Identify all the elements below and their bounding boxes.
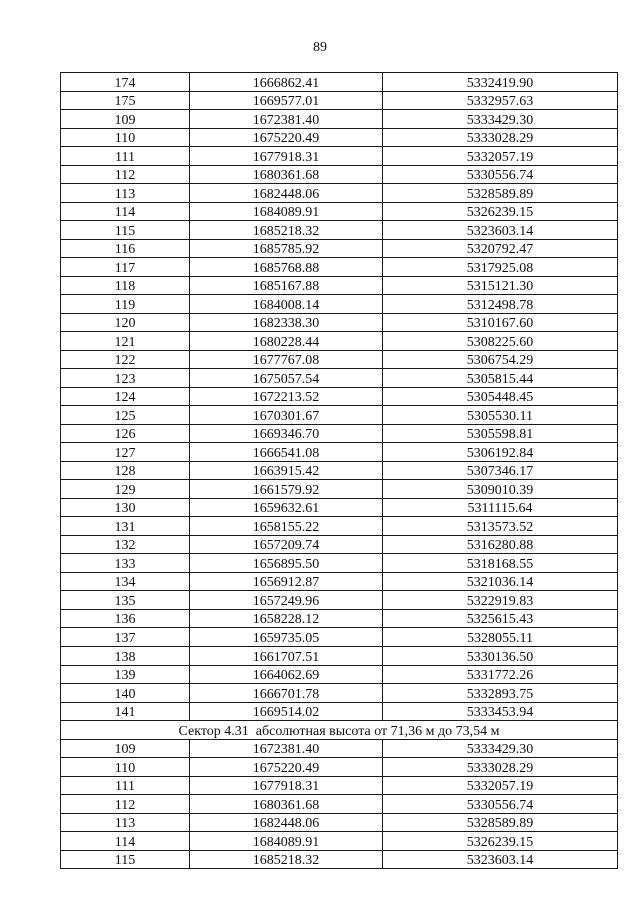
table-row	[61, 369, 618, 388]
x-coordinate-cell: 1672381.40	[190, 739, 383, 758]
point-number-cell: 132	[61, 535, 190, 554]
y-coordinate-cell: 5315121.30	[383, 276, 618, 295]
y-coordinate-cell: 5321036.14	[383, 572, 618, 591]
y-coordinate-cell: 5333028.29	[383, 758, 618, 777]
table-row	[61, 517, 618, 536]
x-coordinate-cell: 1685785.92	[190, 239, 383, 258]
table-row	[61, 646, 618, 665]
point-number-cell: 118	[61, 276, 190, 295]
point-number-cell: 110	[61, 128, 190, 147]
table-row	[61, 110, 618, 129]
y-coordinate-cell: 5332893.75	[383, 684, 618, 703]
point-number-cell: 121	[61, 332, 190, 351]
table-row	[61, 795, 618, 814]
coordinates-table	[60, 72, 618, 869]
point-number-cell: 133	[61, 554, 190, 573]
table-row	[61, 184, 618, 203]
y-coordinate-cell: 5332057.19	[383, 147, 618, 166]
y-coordinate-cell: 5322919.83	[383, 591, 618, 610]
y-coordinate-cell: 5305530.11	[383, 406, 618, 425]
y-coordinate-cell: 5309010.39	[383, 480, 618, 499]
x-coordinate-cell: 1672213.52	[190, 387, 383, 406]
x-coordinate-cell: 1672381.40	[190, 110, 383, 129]
y-coordinate-cell: 5316280.88	[383, 535, 618, 554]
point-number-cell: 115	[61, 221, 190, 240]
y-coordinate-cell: 5326239.15	[383, 202, 618, 221]
sector-heading-row	[61, 721, 618, 740]
point-number-cell: 130	[61, 498, 190, 517]
table-row	[61, 73, 618, 92]
x-coordinate-cell: 1666701.78	[190, 684, 383, 703]
y-coordinate-cell: 5325615.43	[383, 609, 618, 628]
x-coordinate-cell: 1656895.50	[190, 554, 383, 573]
x-coordinate-cell: 1657249.96	[190, 591, 383, 610]
point-number-cell: 134	[61, 572, 190, 591]
point-number-cell: 109	[61, 739, 190, 758]
table-row	[61, 850, 618, 869]
table-row	[61, 443, 618, 462]
table-row	[61, 221, 618, 240]
x-coordinate-cell: 1677918.31	[190, 776, 383, 795]
point-number-cell: 126	[61, 424, 190, 443]
x-coordinate-cell: 1684089.91	[190, 202, 383, 221]
y-coordinate-cell: 5320792.47	[383, 239, 618, 258]
y-coordinate-cell: 5318168.55	[383, 554, 618, 573]
point-number-cell: 116	[61, 239, 190, 258]
point-number-cell: 119	[61, 295, 190, 314]
table-row	[61, 165, 618, 184]
table-row	[61, 239, 618, 258]
table-row	[61, 832, 618, 851]
point-number-cell: 127	[61, 443, 190, 462]
point-number-cell: 113	[61, 813, 190, 832]
y-coordinate-cell: 5332419.90	[383, 73, 618, 92]
table-row	[61, 813, 618, 832]
y-coordinate-cell: 5333453.94	[383, 702, 618, 721]
x-coordinate-cell: 1658228.12	[190, 609, 383, 628]
y-coordinate-cell: 5317925.08	[383, 258, 618, 277]
point-number-cell: 109	[61, 110, 190, 129]
x-coordinate-cell: 1675057.54	[190, 369, 383, 388]
x-coordinate-cell: 1670301.67	[190, 406, 383, 425]
table-row	[61, 480, 618, 499]
table-row	[61, 684, 618, 703]
x-coordinate-cell: 1685167.88	[190, 276, 383, 295]
x-coordinate-cell: 1685768.88	[190, 258, 383, 277]
y-coordinate-cell: 5330136.50	[383, 646, 618, 665]
x-coordinate-cell: 1677918.31	[190, 147, 383, 166]
y-coordinate-cell: 5332957.63	[383, 91, 618, 110]
x-coordinate-cell: 1682448.06	[190, 813, 383, 832]
table-row	[61, 776, 618, 795]
point-number-cell: 128	[61, 461, 190, 480]
x-coordinate-cell: 1675220.49	[190, 758, 383, 777]
table-row	[61, 609, 618, 628]
y-coordinate-cell: 5328589.89	[383, 184, 618, 203]
page-number: 89	[313, 40, 327, 55]
point-number-cell: 140	[61, 684, 190, 703]
table-row	[61, 628, 618, 647]
y-coordinate-cell: 5328589.89	[383, 813, 618, 832]
sector-heading: Сектор 4.31 абсолютная высота от 71,36 м до 73,54 м	[61, 721, 618, 740]
x-coordinate-cell: 1680361.68	[190, 795, 383, 814]
y-coordinate-cell: 5308225.60	[383, 332, 618, 351]
point-number-cell: 112	[61, 795, 190, 814]
x-coordinate-cell: 1684008.14	[190, 295, 383, 314]
x-coordinate-cell: 1675220.49	[190, 128, 383, 147]
y-coordinate-cell: 5333429.30	[383, 739, 618, 758]
x-coordinate-cell: 1659735.05	[190, 628, 383, 647]
y-coordinate-cell: 5330556.74	[383, 165, 618, 184]
table-row	[61, 554, 618, 573]
table-row	[61, 572, 618, 591]
point-number-cell: 114	[61, 202, 190, 221]
point-number-cell: 111	[61, 147, 190, 166]
point-number-cell: 129	[61, 480, 190, 499]
x-coordinate-cell: 1666862.41	[190, 73, 383, 92]
table-row	[61, 665, 618, 684]
y-coordinate-cell: 5311115.64	[383, 498, 618, 517]
point-number-cell: 174	[61, 73, 190, 92]
table-row	[61, 350, 618, 369]
x-coordinate-cell: 1666541.08	[190, 443, 383, 462]
x-coordinate-cell: 1669514.02	[190, 702, 383, 721]
y-coordinate-cell: 5328055.11	[383, 628, 618, 647]
y-coordinate-cell: 5332057.19	[383, 776, 618, 795]
point-number-cell: 110	[61, 758, 190, 777]
y-coordinate-cell: 5310167.60	[383, 313, 618, 332]
y-coordinate-cell: 5307346.17	[383, 461, 618, 480]
y-coordinate-cell: 5323603.14	[383, 850, 618, 869]
point-number-cell: 136	[61, 609, 190, 628]
point-number-cell: 112	[61, 165, 190, 184]
table-row	[61, 461, 618, 480]
point-number-cell: 113	[61, 184, 190, 203]
point-number-cell: 131	[61, 517, 190, 536]
x-coordinate-cell: 1663915.42	[190, 461, 383, 480]
x-coordinate-cell: 1682338.30	[190, 313, 383, 332]
y-coordinate-cell: 5305448.45	[383, 387, 618, 406]
x-coordinate-cell: 1685218.32	[190, 221, 383, 240]
y-coordinate-cell: 5331772.26	[383, 665, 618, 684]
point-number-cell: 125	[61, 406, 190, 425]
x-coordinate-cell: 1680361.68	[190, 165, 383, 184]
point-number-cell: 124	[61, 387, 190, 406]
point-number-cell: 141	[61, 702, 190, 721]
point-number-cell: 175	[61, 91, 190, 110]
y-coordinate-cell: 5312498.78	[383, 295, 618, 314]
x-coordinate-cell: 1669577.01	[190, 91, 383, 110]
table-row	[61, 276, 618, 295]
table-row	[61, 128, 618, 147]
point-number-cell: 117	[61, 258, 190, 277]
table-row	[61, 91, 618, 110]
table-row	[61, 758, 618, 777]
table-row	[61, 295, 618, 314]
y-coordinate-cell: 5313573.52	[383, 517, 618, 536]
table-row	[61, 591, 618, 610]
y-coordinate-cell: 5305598.81	[383, 424, 618, 443]
y-coordinate-cell: 5330556.74	[383, 795, 618, 814]
point-number-cell: 123	[61, 369, 190, 388]
y-coordinate-cell: 5306754.29	[383, 350, 618, 369]
x-coordinate-cell: 1658155.22	[190, 517, 383, 536]
x-coordinate-cell: 1659632.61	[190, 498, 383, 517]
x-coordinate-cell: 1677767.08	[190, 350, 383, 369]
table-row	[61, 739, 618, 758]
table-row	[61, 406, 618, 425]
x-coordinate-cell: 1685218.32	[190, 850, 383, 869]
point-number-cell: 122	[61, 350, 190, 369]
table-row	[61, 387, 618, 406]
coordinates-table-body	[61, 73, 618, 869]
x-coordinate-cell: 1657209.74	[190, 535, 383, 554]
x-coordinate-cell: 1669346.70	[190, 424, 383, 443]
x-coordinate-cell: 1682448.06	[190, 184, 383, 203]
point-number-cell: 139	[61, 665, 190, 684]
table-row	[61, 202, 618, 221]
x-coordinate-cell: 1661579.92	[190, 480, 383, 499]
point-number-cell: 137	[61, 628, 190, 647]
point-number-cell: 115	[61, 850, 190, 869]
table-row	[61, 313, 618, 332]
point-number-cell: 120	[61, 313, 190, 332]
y-coordinate-cell: 5326239.15	[383, 832, 618, 851]
point-number-cell: 138	[61, 646, 190, 665]
point-number-cell: 111	[61, 776, 190, 795]
x-coordinate-cell: 1680228.44	[190, 332, 383, 351]
y-coordinate-cell: 5306192.84	[383, 443, 618, 462]
y-coordinate-cell: 5323603.14	[383, 221, 618, 240]
y-coordinate-cell: 5333028.29	[383, 128, 618, 147]
x-coordinate-cell: 1656912.87	[190, 572, 383, 591]
table-row	[61, 147, 618, 166]
point-number-cell: 114	[61, 832, 190, 851]
table-row	[61, 332, 618, 351]
table-row	[61, 535, 618, 554]
table-row	[61, 424, 618, 443]
table-row	[61, 702, 618, 721]
x-coordinate-cell: 1684089.91	[190, 832, 383, 851]
y-coordinate-cell: 5333429.30	[383, 110, 618, 129]
table-row	[61, 258, 618, 277]
x-coordinate-cell: 1664062.69	[190, 665, 383, 684]
point-number-cell: 135	[61, 591, 190, 610]
y-coordinate-cell: 5305815.44	[383, 369, 618, 388]
table-row	[61, 498, 618, 517]
x-coordinate-cell: 1661707.51	[190, 646, 383, 665]
